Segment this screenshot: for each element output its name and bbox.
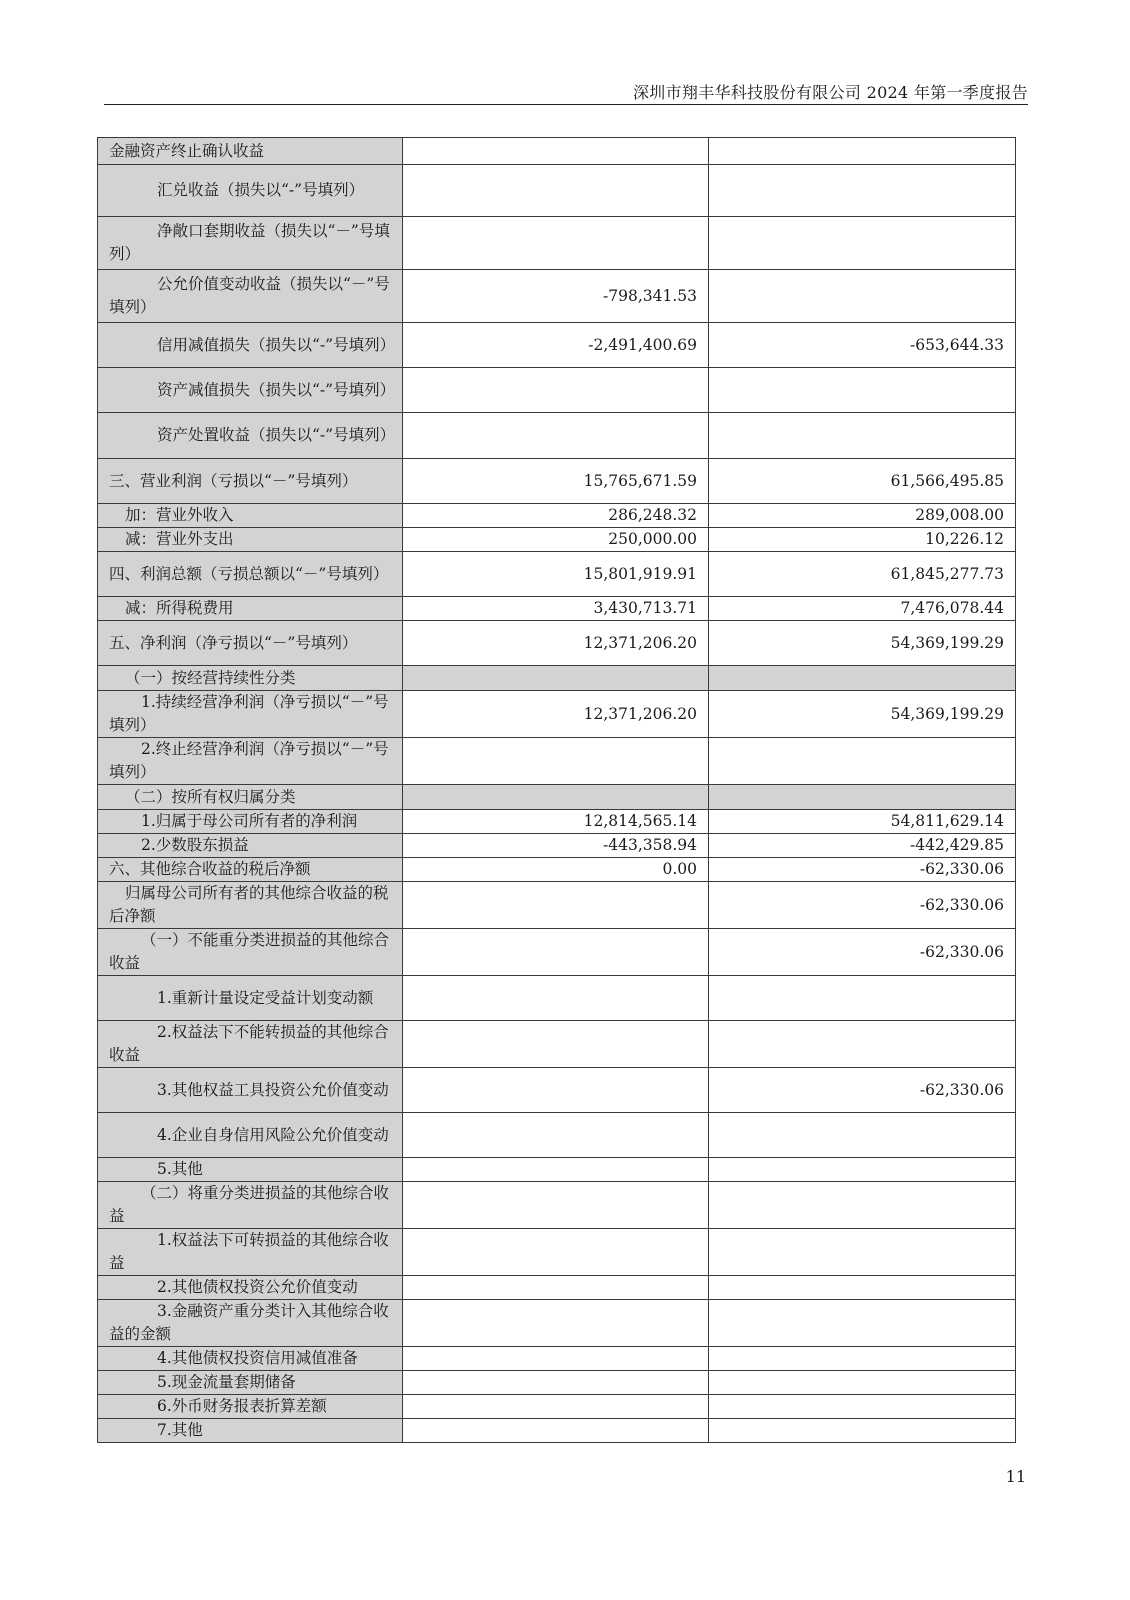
prior-period-value (709, 270, 1016, 323)
prior-period-value: 54,369,199.29 (709, 691, 1016, 738)
table-row (98, 552, 1016, 597)
current-period-value: 250,000.00 (403, 528, 709, 552)
row-label: 减：营业外支出 (125, 530, 234, 548)
row-label-cell (98, 621, 403, 666)
row-label-cell (98, 1300, 403, 1347)
page-header (104, 78, 1028, 105)
page-number: 11 (1005, 1467, 1026, 1486)
row-label-cell (98, 504, 403, 528)
current-period-value: -2,491,400.69 (403, 323, 709, 368)
prior-period-value (709, 1276, 1016, 1300)
table-row (98, 834, 1016, 858)
current-period-value (403, 882, 709, 929)
current-period-value (403, 368, 709, 413)
table-row (98, 413, 1016, 459)
current-period-value (403, 1371, 709, 1395)
current-period-value: 3,430,713.71 (403, 597, 709, 621)
prior-period-value: -653,644.33 (709, 323, 1016, 368)
row-label-cell (98, 1113, 403, 1158)
table-row (98, 368, 1016, 413)
current-period-value (403, 666, 709, 691)
row-label-cell (98, 368, 403, 413)
prior-period-value (709, 1158, 1016, 1182)
row-label-cell (98, 528, 403, 552)
row-label: 资产减值损失（损失以“-”号填列） (157, 380, 396, 399)
prior-period-value (709, 138, 1016, 165)
table-row (98, 738, 1016, 785)
table-row (98, 459, 1016, 504)
report-title: 深圳市翔丰华科技股份有限公司 2024 年第一季度报告 (633, 83, 1028, 102)
table-row (98, 1021, 1016, 1068)
row-label-cell (98, 138, 403, 165)
table-row (98, 1347, 1016, 1371)
prior-period-value (709, 785, 1016, 810)
row-label: 4.企业自身信用风险公允价值变动 (157, 1125, 389, 1144)
row-label-cell (98, 1068, 403, 1113)
current-period-value (403, 1300, 709, 1347)
current-period-value (403, 1068, 709, 1113)
row-label: 四、利润总额（亏损总额以“－”号填列） (109, 564, 389, 583)
current-period-value: -798,341.53 (403, 270, 709, 323)
prior-period-value (709, 1371, 1016, 1395)
row-label-cell (98, 552, 403, 597)
current-period-value (403, 1021, 709, 1068)
row-label: 5.现金流量套期储备 (157, 1373, 296, 1391)
current-period-value (403, 138, 709, 165)
row-label: 7.其他 (157, 1421, 203, 1439)
income-statement-body (98, 138, 1016, 1443)
row-label: 2.少数股东损益 (141, 836, 249, 854)
table-row (98, 1371, 1016, 1395)
row-label-cell (98, 1229, 403, 1276)
table-row (98, 504, 1016, 528)
prior-period-value: -62,330.06 (709, 882, 1016, 929)
row-label-cell (98, 1021, 403, 1068)
prior-period-value (709, 368, 1016, 413)
table-row (98, 691, 1016, 738)
table-row (98, 976, 1016, 1021)
current-period-value (403, 1347, 709, 1371)
row-label: 1.重新计量设定受益计划变动额 (157, 988, 374, 1007)
row-label-cell (98, 165, 403, 217)
current-period-value (403, 413, 709, 459)
table-row (98, 1395, 1016, 1419)
row-label-cell (98, 413, 403, 459)
row-label: 5.其他 (157, 1160, 203, 1178)
prior-period-value (709, 1229, 1016, 1276)
current-period-value (403, 1229, 709, 1276)
current-period-value: 12,371,206.20 (403, 691, 709, 738)
row-label: 加：营业外收入 (125, 506, 234, 524)
prior-period-value: -62,330.06 (709, 1068, 1016, 1113)
row-label: 减：所得税费用 (125, 599, 234, 617)
prior-period-value: -62,330.06 (709, 858, 1016, 882)
table-row (98, 621, 1016, 666)
row-label: 3.金融资产重分类计入其他综合收益的金额 (109, 1302, 389, 1343)
row-label-cell (98, 666, 403, 691)
current-period-value (403, 217, 709, 270)
prior-period-value (709, 976, 1016, 1021)
row-label-cell (98, 810, 403, 834)
prior-period-value: -442,429.85 (709, 834, 1016, 858)
current-period-value: 15,765,671.59 (403, 459, 709, 504)
table-row (98, 1300, 1016, 1347)
row-label-cell (98, 858, 403, 882)
prior-period-value (709, 217, 1016, 270)
row-label: （二）将重分类进损益的其他综合收益 (109, 1184, 390, 1225)
prior-period-value (709, 413, 1016, 459)
row-label: 6.外币财务报表折算差额 (157, 1397, 327, 1415)
prior-period-value: 61,845,277.73 (709, 552, 1016, 597)
row-label-cell (98, 597, 403, 621)
row-label-cell (98, 270, 403, 323)
prior-period-value (709, 738, 1016, 785)
prior-period-value: 54,811,629.14 (709, 810, 1016, 834)
row-label: 五、净利润（净亏损以“－”号填列） (109, 633, 358, 652)
row-label-cell (98, 1276, 403, 1300)
row-label: （二）按所有权归属分类 (125, 787, 296, 806)
prior-period-value (709, 1395, 1016, 1419)
row-label: 2.权益法下不能转损益的其他综合收益 (109, 1023, 389, 1064)
row-label-cell (98, 323, 403, 368)
row-label: 2.其他债权投资公允价值变动 (157, 1278, 358, 1296)
prior-period-value (709, 1300, 1016, 1347)
row-label-cell (98, 1371, 403, 1395)
row-label-cell (98, 834, 403, 858)
table-row (98, 858, 1016, 882)
table-row (98, 882, 1016, 929)
current-period-value (403, 976, 709, 1021)
table-row (98, 666, 1016, 691)
row-label: 4.其他债权投资信用减值准备 (157, 1349, 358, 1367)
row-label: 金融资产终止确认收益 (109, 141, 265, 160)
row-label-cell (98, 976, 403, 1021)
row-label-cell (98, 882, 403, 929)
current-period-value (403, 1182, 709, 1229)
row-label-cell (98, 929, 403, 976)
row-label: 3.其他权益工具投资公允价值变动 (157, 1080, 389, 1099)
prior-period-value: 289,008.00 (709, 504, 1016, 528)
table-row (98, 1113, 1016, 1158)
table-row (98, 165, 1016, 217)
prior-period-value (709, 666, 1016, 691)
row-label: 1.持续经营净利润（净亏损以“－”号填列） (109, 693, 389, 734)
current-period-value: 0.00 (403, 858, 709, 882)
current-period-value (403, 929, 709, 976)
current-period-value (403, 1276, 709, 1300)
row-label-cell (98, 785, 403, 810)
prior-period-value (709, 1113, 1016, 1158)
table-row (98, 597, 1016, 621)
prior-period-value (709, 1347, 1016, 1371)
prior-period-value (709, 1419, 1016, 1443)
row-label: 三、营业利润（亏损以“－”号填列） (109, 471, 358, 490)
row-label: 信用减值损失（损失以“-”号填列） (157, 335, 396, 354)
prior-period-value (709, 165, 1016, 217)
current-period-value (403, 1113, 709, 1158)
row-label: 公允价值变动收益（损失以“－”号填列） (109, 275, 390, 316)
row-label: 汇兑收益（损失以“-”号填列） (157, 181, 365, 199)
current-period-value: 286,248.32 (403, 504, 709, 528)
table-row (98, 217, 1016, 270)
prior-period-value: 54,369,199.29 (709, 621, 1016, 666)
current-period-value (403, 1395, 709, 1419)
current-period-value (403, 1419, 709, 1443)
table-row (98, 1182, 1016, 1229)
prior-period-value (709, 1021, 1016, 1068)
prior-period-value: 7,476,078.44 (709, 597, 1016, 621)
table-row (98, 1276, 1016, 1300)
table-row (98, 270, 1016, 323)
table-row (98, 323, 1016, 368)
income-statement-table (97, 137, 1016, 1443)
table-row (98, 785, 1016, 810)
row-label: （一）按经营持续性分类 (125, 668, 296, 687)
prior-period-value: -62,330.06 (709, 929, 1016, 976)
current-period-value (403, 1158, 709, 1182)
row-label-cell (98, 1347, 403, 1371)
row-label-cell (98, 1419, 403, 1443)
current-period-value (403, 785, 709, 810)
row-label: 六、其他综合收益的税后净额 (109, 860, 311, 878)
row-label-cell (98, 1395, 403, 1419)
prior-period-value (709, 1182, 1016, 1229)
table-row (98, 1068, 1016, 1113)
row-label: 1.归属于母公司所有者的净利润 (141, 812, 358, 830)
prior-period-value: 61,566,495.85 (709, 459, 1016, 504)
row-label-cell (98, 217, 403, 270)
row-label: （一）不能重分类进损益的其他综合收益 (109, 931, 390, 972)
row-label-cell (98, 459, 403, 504)
table-row (98, 929, 1016, 976)
table-row (98, 528, 1016, 552)
current-period-value (403, 165, 709, 217)
row-label-cell (98, 1182, 403, 1229)
row-label-cell (98, 738, 403, 785)
table-row (98, 1419, 1016, 1443)
row-label: 1.权益法下可转损益的其他综合收益 (109, 1231, 389, 1272)
table-row (98, 1229, 1016, 1276)
table-row (98, 810, 1016, 834)
row-label: 净敞口套期收益（损失以“－”号填列） (109, 222, 390, 263)
table-row (98, 138, 1016, 165)
current-period-value: 12,371,206.20 (403, 621, 709, 666)
table-row (98, 1158, 1016, 1182)
row-label-cell (98, 1158, 403, 1182)
current-period-value: 12,814,565.14 (403, 810, 709, 834)
current-period-value: -443,358.94 (403, 834, 709, 858)
row-label-cell (98, 691, 403, 738)
row-label: 2.终止经营净利润（净亏损以“－”号填列） (109, 740, 389, 781)
row-label: 归属母公司所有者的其他综合收益的税后净额 (109, 884, 389, 925)
current-period-value: 15,801,919.91 (403, 552, 709, 597)
row-label: 资产处置收益（损失以“-”号填列） (157, 426, 396, 444)
current-period-value (403, 738, 709, 785)
prior-period-value: 10,226.12 (709, 528, 1016, 552)
